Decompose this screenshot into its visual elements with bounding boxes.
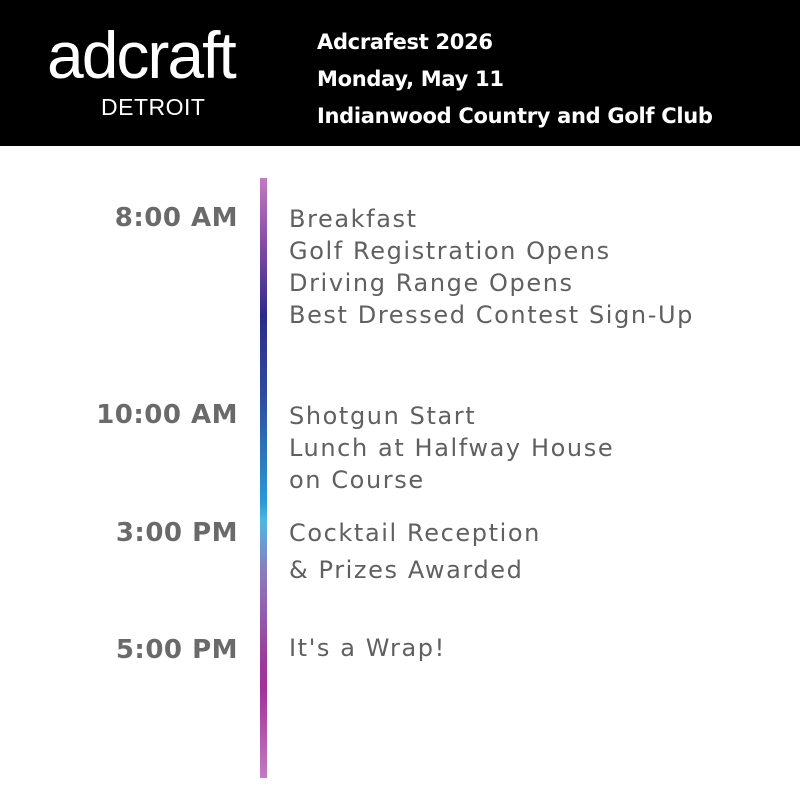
schedule-item: Shotgun Start — [289, 402, 477, 430]
schedule-item: Driving Range Opens — [289, 269, 574, 297]
schedule-block — [289, 400, 614, 496]
event-info — [317, 24, 713, 135]
time-label: 8:00 AM — [114, 203, 238, 233]
schedule-block — [289, 517, 541, 586]
schedule-item: Best Dressed Contest Sign-Up — [289, 301, 694, 329]
event-title: Adcrafest 2026 — [317, 30, 493, 54]
time-label: 3:00 PM — [115, 518, 238, 548]
schedule-item: on Course — [289, 466, 425, 494]
schedule-block — [289, 632, 446, 664]
schedule-item: It's a Wrap! — [289, 634, 446, 662]
event-venue: Indianwood Country and Golf Club — [317, 104, 713, 128]
schedule-block — [289, 203, 694, 331]
logo-wordmark: adcraft — [47, 18, 235, 92]
timeline-line — [260, 178, 267, 778]
schedule-item: Breakfast — [289, 205, 418, 233]
schedule-item: Lunch at Halfway House — [289, 434, 615, 462]
event-date: Monday, May 11 — [317, 67, 504, 91]
schedule-item: & Prizes Awarded — [289, 556, 524, 584]
schedule-item: Golf Registration Opens — [289, 237, 611, 265]
schedule-item: Cocktail Reception — [289, 519, 541, 547]
time-label: 5:00 PM — [115, 635, 238, 665]
logo-city: DETROIT — [101, 94, 206, 120]
time-label: 10:00 AM — [96, 400, 238, 430]
header-bar — [0, 0, 800, 146]
